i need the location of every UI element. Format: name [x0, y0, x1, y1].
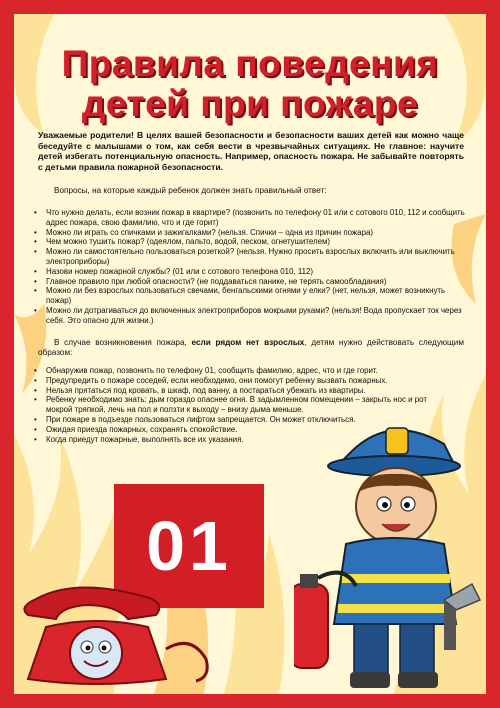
questions-list [32, 208, 472, 326]
list-item: • Когда приедут пожарные, выполнять все их указания. [32, 435, 432, 445]
list-item: • Что нужно делать, если возник пожар в квартире? (позвонить по телефону 01 или с сотового 010, 112 и сообщить адрес пожара, свою фамилию, что и где горит) [32, 208, 472, 228]
list-item: • Можно ли самостоятельно пользоваться розеткой? (нельзя. Нужно просить взрослых включить или выключить электроприборы) [32, 247, 472, 267]
list-item: • При пожаре в подъезде пользоваться лифтом запрещается. Он может отключиться. [32, 415, 432, 425]
list-item: • Ребенку необходимо знать: дым гораздо опаснее огня. В задымленном помещении – закрыть нос и рот мокрой тряпкой, лечь на пол и ползти к выходу – внизу дыма меньше. [32, 395, 432, 415]
situation-text-before: В случае возникновения пожара, [54, 338, 192, 347]
list-item: • Назови номер пожарной службы? (01 или с сотового телефона 010, 112) [32, 267, 472, 277]
emergency-number-badge: 01 [114, 484, 264, 608]
page-title: Правила поведения детей при пожаре [61, 43, 439, 124]
firefighter-icon [294, 414, 486, 694]
situation-text-bold: если рядом нет взрослых [191, 338, 305, 347]
list-item: • Чем можно тушить пожар? (одеялом, пальто, водой, песком, огнетушителем) [32, 237, 472, 247]
list-item: • Ожидая приезда пожарных, сохранять спокойствие. [32, 425, 432, 435]
list-item: • Обнаружив пожар, позвонить по телефону 01, сообщить фамилию, адрес, что и где горит. [32, 366, 432, 376]
list-item: • Нельзя прятаться под кровать, в шкаф, под ванну, а постараться убежать из квартиры. [32, 386, 432, 396]
list-item: • Главное правило при любой опасности? (не поддаваться панике, не терять самообладания) [32, 277, 472, 287]
list-item: • Предупредить о пожаре соседей, если необходимо, они помогут ребенку вызвать пожарных. [32, 376, 432, 386]
list-item: • Можно ли без взрослых пользоваться свечами, бенгальскими огнями у елки? (нет, нельзя, может возникнуть пожар) [32, 286, 472, 306]
questions-lead: Вопросы, на которые каждый ребенок должен знать правильный ответ: [54, 186, 327, 195]
situation-paragraph [38, 338, 464, 359]
poster-content [14, 14, 486, 694]
rotary-phone-icon [16, 579, 216, 689]
parents-intro: Уважаемые родители! В целях вашей безопасности и безопасности ваших детей как можно чаще беседуйте с малышами о том, как себя вести в чрезвычайных ситуациях. Не главное: научите детей избегать потенциальную опасность. Например, опасность пожара. Не забывайте повторять с детьми правила пожарной безопасности. [38, 130, 464, 172]
situation-text-after: , детям нужно действовать следующим образом: [38, 338, 465, 358]
list-item: • Можно ли играть со спичками и зажигалками? (нельзя. Спички – одна из причин пожара) [32, 228, 472, 238]
list-item: • Можно ли дотрагиваться до включенных электроприборов мокрыми руками? (нельзя! Вода пропускает ток через себя. Это опасно для жизни.) [32, 306, 472, 326]
